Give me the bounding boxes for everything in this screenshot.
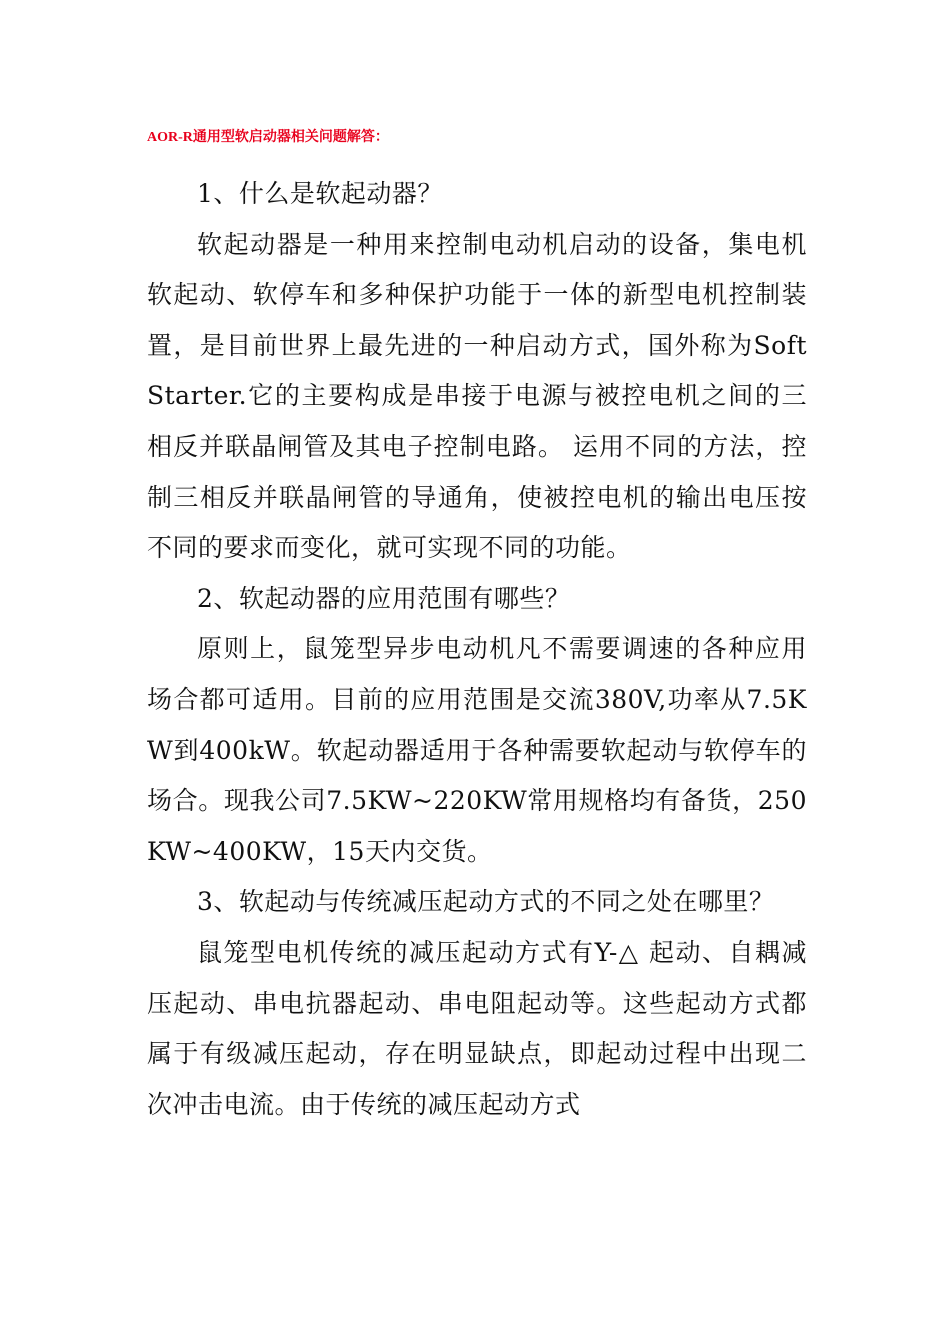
question-2: 2、软起动器的应用范围有哪些？ xyxy=(197,583,571,613)
answer-1: 软起动器是一种用来控制电动机启动的设备，集电机软起动、软停车和多种保护功能于一体的新型电机控制装置，是目前世界上最先进的一种启动方式，国外称为Soft Starter.它的主要构成是串接于电源与被控电机之间的三相反并联晶闸管及其电子控制电路。 运用不同的方法，控制三相反并联晶闸管的导通角，使被控电机的输出电压按不同的要求而变化，就可实现不同的功能。 xyxy=(147,229,807,563)
answer-2: 原则上，鼠笼型异步电动机凡不需要调速的各种应用场合都可适用。目前的应用范围是交流380V,功率从7.5KW到400kW。软起动器适用于各种需要软起动与软停车的场合。现我公司7.5KW~220KW常用规格均有备货，250KW~400KW，15天内交货。 xyxy=(147,634,807,866)
question-3: 3、软起动与传统减压起动方式的不同之处在哪里？ xyxy=(197,887,775,917)
question-1: 1、什么是软起动器？ xyxy=(197,179,443,208)
document-title: AOR-R通用型软启动器相关问题解答： xyxy=(147,130,389,145)
answer-3: 鼠笼型电机传统的减压起动方式有Y-△ 起动、自耦减压起动、串电抗器起动、串电阻起动等。这些起动方式都属于有级减压起动，存在明显缺点，即起动过程中出现二次冲击电流。由于传统的减压起动方式 xyxy=(147,937,807,1119)
document-body xyxy=(147,169,807,1130)
